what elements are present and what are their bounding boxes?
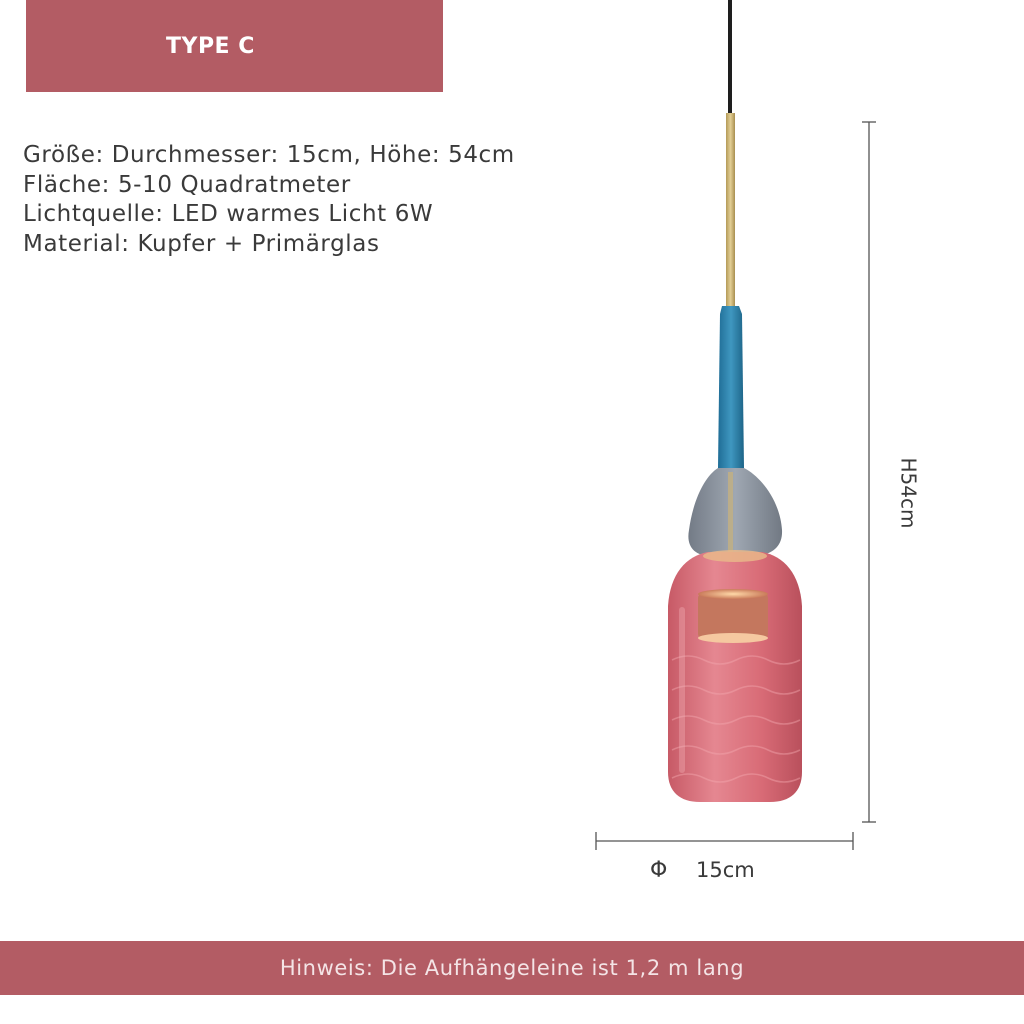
note-bar [0,941,1024,995]
suspension-cord [728,0,732,115]
height-dimension-line [862,122,876,822]
spec-material: Material: Kupfer + Primärglas [23,230,380,257]
spec-size: Größe: Durchmesser: 15cm, Höhe: 54cm [23,142,515,168]
brass-rod [726,113,735,308]
spec-area: Fläche: 5-10 Quadratmeter [23,171,351,198]
diameter-symbol-icon: Φ [650,858,668,883]
light-socket [698,594,768,638]
diameter-dimension-line [596,832,853,850]
cord-length-note: Hinweis: Die Aufhängeleine ist 1,2 m lang [279,956,745,980]
glass-cap [688,468,782,556]
height-dimension-label: H54cm [896,457,920,529]
blue-rod [718,306,744,468]
spec-light-source: Lichtquelle: LED warmes Licht 6W [23,201,434,227]
type-label: TYPE C [166,34,255,59]
diameter-dimension-label: 15cm [696,858,755,882]
